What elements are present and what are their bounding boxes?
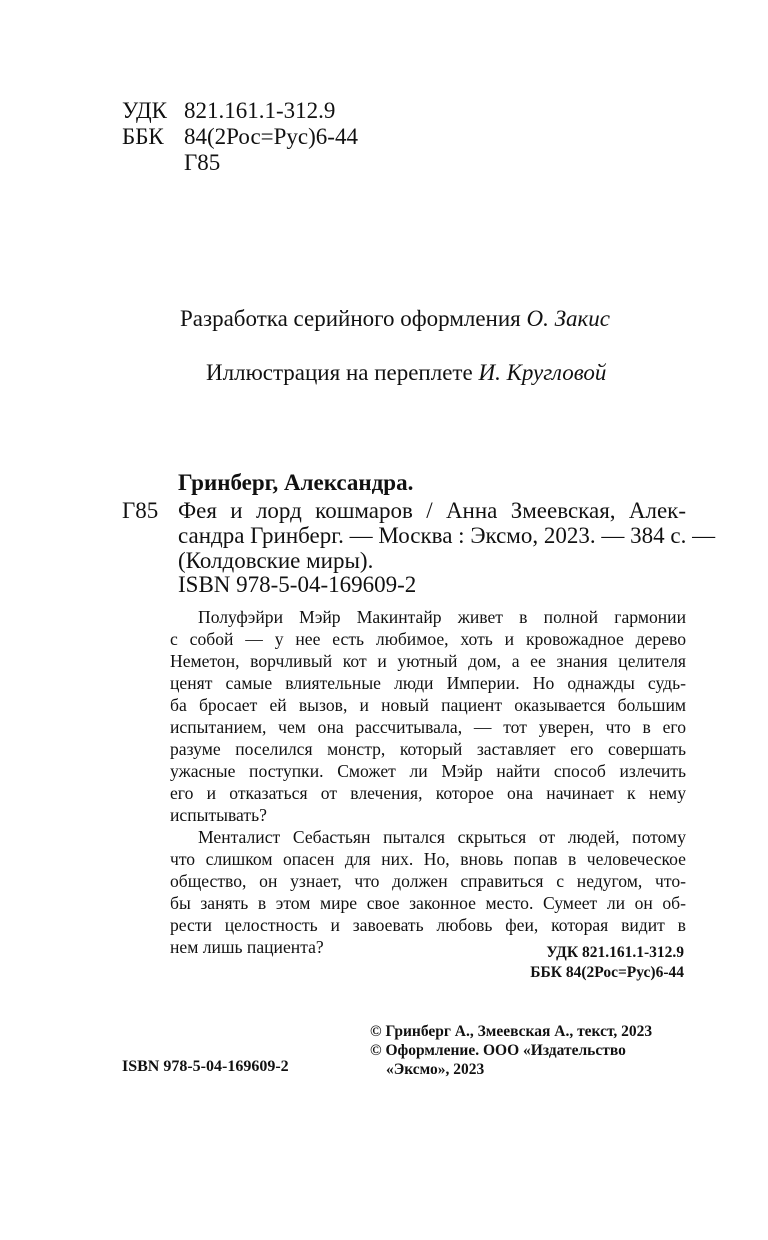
- annotation-line: Полуфэйри Мэйр Макинтайр живет в полной гармонии: [198, 607, 686, 627]
- footer-isbn: ISBN 978-5-04-169609-2: [122, 1058, 289, 1075]
- udk-value: 821.161.1-312.9: [184, 98, 336, 123]
- annotation-line: общество, он узнает, что должен справиться с недугом, что-: [170, 871, 686, 891]
- bbk-value: 84(2Рос=Рус)6-44: [184, 124, 358, 149]
- index-bbk: ББК 84(2Рос=Рус)6-44: [530, 964, 684, 981]
- udk-label: УДК: [122, 98, 167, 123]
- annotation-line: разуме поселился монстр, который заставляет его совершать: [170, 739, 686, 759]
- annotation-line: что слишком опасен для них. Но, вновь попав в человеческое: [170, 849, 686, 869]
- annotation-line: ценят самые влиятельные люди Империи. Но однажды судь-: [170, 673, 686, 693]
- series-design-credit: [180, 306, 610, 332]
- bibliographic-author: Гринберг, Александра.: [178, 470, 414, 495]
- bibliographic-mark: Г85: [122, 498, 159, 523]
- biblio-line: (Колдовские миры).: [178, 548, 374, 573]
- copyright-line: «Эксмо», 2023: [386, 1061, 485, 1078]
- annotation-line: Менталист Себастьян пытался скрыться от людей, потому: [198, 827, 686, 847]
- series-design-text: Разработка серийного оформления: [180, 306, 521, 331]
- annotation-line: Неметон, ворчливый кот и уютный дом, а ее знания целителя: [170, 651, 686, 671]
- biblio-line: Фея и лорд кошмаров / Анна Змеевская, Алек-: [178, 498, 686, 523]
- bibliographic-description: [178, 498, 716, 573]
- illustrator-name: И. Кругловой: [478, 360, 607, 385]
- copyright-line: © Оформление. ООО «Издательство: [370, 1042, 626, 1059]
- annotation: [170, 606, 686, 958]
- annotation-line: его и отказаться от влечения, которое она начинает к нему: [170, 783, 686, 803]
- annotation-line: ба бросает ей вызов, и новый пациент оказывается большим: [170, 695, 686, 715]
- copyright-line: © Гринберг А., Змеевская А., текст, 2023: [370, 1023, 653, 1040]
- illustration-credit: [206, 360, 606, 386]
- bbk-label: ББК: [122, 124, 164, 149]
- illustration-text: Иллюстрация на переплете: [206, 360, 473, 385]
- bibliographic-isbn: ISBN 978-5-04-169609-2: [178, 572, 417, 597]
- annotation-line: ужасные поступки. Сможет ли Мэйр найти способ излечить: [170, 761, 686, 781]
- annotation-line: испытывать?: [170, 805, 267, 825]
- series-designer-name: О. Закис: [526, 306, 610, 331]
- annotation-line: испытанием, чем она рассчитывала, — тот уверен, что в его: [170, 717, 686, 737]
- copyright-block: [370, 1022, 652, 1079]
- biblio-line: сандра Гринберг. — Москва : Эксмо, 2023. — 384 с. —: [178, 523, 716, 548]
- author-mark-row: [122, 150, 358, 176]
- annotation-line: нем лишь пациента?: [170, 937, 324, 957]
- index-udk: УДК 821.161.1-312.9: [546, 944, 684, 961]
- bbk-row: [122, 124, 358, 150]
- author-mark: Г85: [184, 150, 221, 175]
- annotation-line: с собой — у нее есть любимое, хоть и кровожадное дерево: [170, 629, 686, 649]
- udk-row: [122, 98, 358, 124]
- classification-codes: [122, 98, 358, 176]
- annotation-line: рести целостность и завоевать любовь феи, которая видит в: [170, 915, 686, 935]
- annotation-line: бы занять в этом мире свое законное место. Сумеет ли он об-: [170, 893, 686, 913]
